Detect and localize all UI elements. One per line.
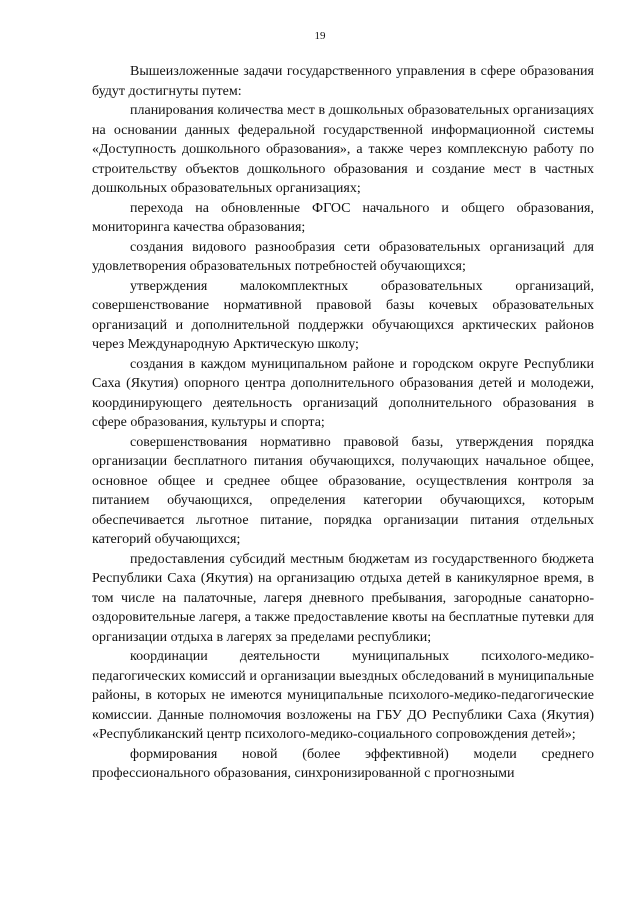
page-number: 19 (314, 30, 326, 42)
body-text (92, 62, 594, 784)
paragraph-summer-camps: предоставления субсидий местным бюджетам из государственного бюджета Республики Саха (Якутия) на организацию отдыха детей в каникулярное время, в том числе на палаточные, лагеря дневного пребывания, загородные санаторно-оздоровительные лагеря, а также предоставление квоты на бесплатные путевки для организации отдыха в лагерях за пределами республики; (92, 551, 594, 645)
paragraph-small-schools: утверждения малокомплектных образовательных организаций, совершенствование нормативной правовой базы кочевых образовательных организаций и дополнительной поддержки обучающихся арктических районов через Международную Арктическую школу; (92, 278, 594, 352)
paragraph-network-diversity: создания видового разнообразия сети образовательных организаций для удовлетворения образовательных потребностей обучающихся; (92, 239, 594, 274)
paragraph-free-meals: совершенствования нормативно правовой базы, утверждения порядка организации бесплатного питания обучающихся, получающих начальное общее, основное общее и среднее общее образование, осуществления контроля за питанием обучающихся, определения категории обучающихся, которым обеспечивается льготное питание, порядка организации питания отдельных категорий обучающихся; (92, 434, 594, 547)
paragraph-supplementary-centers: создания в каждом муниципальном районе и городском округе Республики Саха (Якутия) опорного центра дополнительного образования детей и молодежи, координирующего деятельность организаций дополнительного образования в сфере образования, культуры и спорта; (92, 356, 594, 430)
paragraph-pmpk-coordination: координации деятельности муниципальных психолого-медико-педагогических комиссий и организации выездных обследований в муниципальные районы, в которых не имеются муниципальные психолого-медико-педагогические комиссии. Данные полномочия возложены на ГБУ ДО Республики Саха (Якутия) «Республиканский центр психолого-медико-социального сопровождения детей»; (92, 649, 594, 742)
paragraph-intro: Вышеизложенные задачи государственного управления в сфере образования будут достигнуты путем: (92, 64, 594, 99)
paragraph-fgos-transition: перехода на обновленные ФГОС начального и общего образования, мониторинга качества образования; (92, 200, 594, 235)
paragraph-vocational-model: формирования новой (более эффективной) модели среднего профессионального образования, синхронизированной с прогнозными (92, 746, 594, 781)
paragraph-preschool-planning: планирования количества мест в дошкольных образовательных организациях на основании данных федеральной государственной информационной системы «Доступность дошкольного образования», а также через комплексную работу по строительству объектов дошкольного образования и создание мест в частных дошкольных образовательных организациях; (92, 103, 594, 196)
